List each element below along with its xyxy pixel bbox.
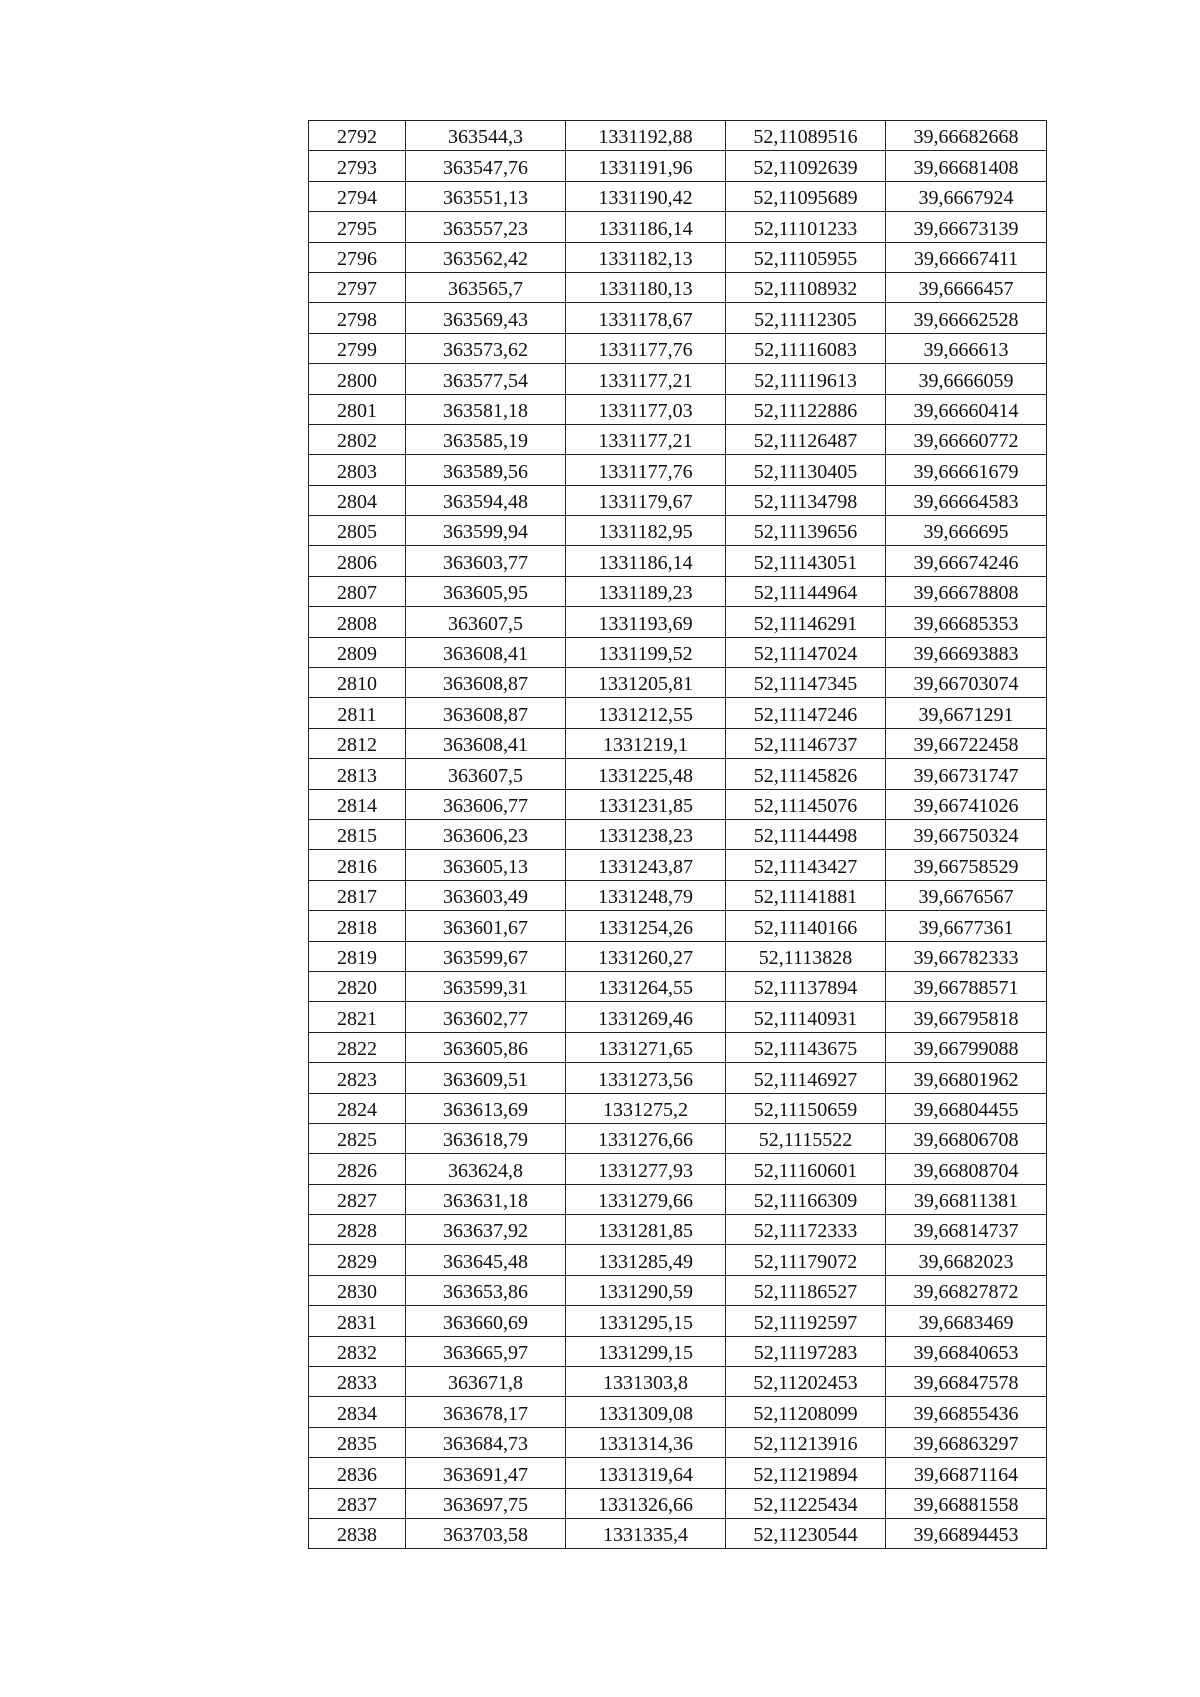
point-number-cell: 2825 bbox=[309, 1123, 406, 1153]
latitude-cell: 52,11145826 bbox=[726, 759, 886, 789]
latitude-cell: 52,1113828 bbox=[726, 941, 886, 971]
table-row bbox=[309, 121, 1047, 151]
table-row bbox=[309, 668, 1047, 698]
table-row bbox=[309, 364, 1047, 394]
y-coordinate-cell: 1331275,2 bbox=[566, 1093, 726, 1123]
longitude-cell: 39,66731747 bbox=[886, 759, 1047, 789]
x-coordinate-cell: 363607,5 bbox=[406, 759, 566, 789]
y-coordinate-cell: 1331182,95 bbox=[566, 516, 726, 546]
x-coordinate-cell: 363569,43 bbox=[406, 303, 566, 333]
longitude-cell: 39,66871164 bbox=[886, 1458, 1047, 1488]
y-coordinate-cell: 1331290,59 bbox=[566, 1275, 726, 1305]
table-row bbox=[309, 1245, 1047, 1275]
point-number-cell: 2811 bbox=[309, 698, 406, 728]
latitude-cell: 52,11137894 bbox=[726, 971, 886, 1001]
x-coordinate-cell: 363660,69 bbox=[406, 1306, 566, 1336]
x-coordinate-cell: 363608,41 bbox=[406, 637, 566, 667]
table-row bbox=[309, 759, 1047, 789]
longitude-cell: 39,66847578 bbox=[886, 1367, 1047, 1397]
longitude-cell: 39,66840653 bbox=[886, 1336, 1047, 1366]
x-coordinate-cell: 363562,42 bbox=[406, 242, 566, 272]
latitude-cell: 52,11147345 bbox=[726, 668, 886, 698]
latitude-cell: 52,11108932 bbox=[726, 272, 886, 302]
longitude-cell: 39,66664583 bbox=[886, 485, 1047, 515]
point-number-cell: 2793 bbox=[309, 151, 406, 181]
latitude-cell: 52,11150659 bbox=[726, 1093, 886, 1123]
longitude-cell: 39,66855436 bbox=[886, 1397, 1047, 1427]
x-coordinate-cell: 363603,49 bbox=[406, 880, 566, 910]
latitude-cell: 52,11130405 bbox=[726, 455, 886, 485]
x-coordinate-cell: 363665,97 bbox=[406, 1336, 566, 1366]
table-row bbox=[309, 1184, 1047, 1214]
latitude-cell: 52,11146291 bbox=[726, 607, 886, 637]
latitude-cell: 52,11197283 bbox=[726, 1336, 886, 1366]
point-number-cell: 2813 bbox=[309, 759, 406, 789]
point-number-cell: 2826 bbox=[309, 1154, 406, 1184]
table-row bbox=[309, 212, 1047, 242]
latitude-cell: 52,11147246 bbox=[726, 698, 886, 728]
point-number-cell: 2828 bbox=[309, 1215, 406, 1245]
longitude-cell: 39,66678808 bbox=[886, 576, 1047, 606]
x-coordinate-cell: 363618,79 bbox=[406, 1123, 566, 1153]
latitude-cell: 52,11105955 bbox=[726, 242, 886, 272]
longitude-cell: 39,6666457 bbox=[886, 272, 1047, 302]
latitude-cell: 52,11101233 bbox=[726, 212, 886, 242]
longitude-cell: 39,6666059 bbox=[886, 364, 1047, 394]
longitude-cell: 39,66811381 bbox=[886, 1184, 1047, 1214]
latitude-cell: 52,11146737 bbox=[726, 728, 886, 758]
longitude-cell: 39,66661679 bbox=[886, 455, 1047, 485]
y-coordinate-cell: 1331299,15 bbox=[566, 1336, 726, 1366]
y-coordinate-cell: 1331205,81 bbox=[566, 668, 726, 698]
point-number-cell: 2833 bbox=[309, 1367, 406, 1397]
x-coordinate-cell: 363603,77 bbox=[406, 546, 566, 576]
table-row bbox=[309, 850, 1047, 880]
point-number-cell: 2835 bbox=[309, 1427, 406, 1457]
x-coordinate-cell: 363602,77 bbox=[406, 1002, 566, 1032]
longitude-cell: 39,6671291 bbox=[886, 698, 1047, 728]
x-coordinate-cell: 363606,23 bbox=[406, 819, 566, 849]
latitude-cell: 52,11213916 bbox=[726, 1427, 886, 1457]
longitude-cell: 39,66741026 bbox=[886, 789, 1047, 819]
x-coordinate-cell: 363645,48 bbox=[406, 1245, 566, 1275]
table-row bbox=[309, 333, 1047, 363]
y-coordinate-cell: 1331309,08 bbox=[566, 1397, 726, 1427]
point-number-cell: 2799 bbox=[309, 333, 406, 363]
point-number-cell: 2803 bbox=[309, 455, 406, 485]
x-coordinate-cell: 363577,54 bbox=[406, 364, 566, 394]
table-row bbox=[309, 485, 1047, 515]
latitude-cell: 52,11141881 bbox=[726, 880, 886, 910]
point-number-cell: 2837 bbox=[309, 1488, 406, 1518]
table-row bbox=[309, 1458, 1047, 1488]
x-coordinate-cell: 363691,47 bbox=[406, 1458, 566, 1488]
longitude-cell: 39,66863297 bbox=[886, 1427, 1047, 1457]
longitude-cell: 39,66660772 bbox=[886, 424, 1047, 454]
x-coordinate-cell: 363565,7 bbox=[406, 272, 566, 302]
y-coordinate-cell: 1331193,69 bbox=[566, 607, 726, 637]
point-number-cell: 2794 bbox=[309, 181, 406, 211]
table-row bbox=[309, 1032, 1047, 1062]
point-number-cell: 2823 bbox=[309, 1063, 406, 1093]
x-coordinate-cell: 363589,56 bbox=[406, 455, 566, 485]
point-number-cell: 2831 bbox=[309, 1306, 406, 1336]
x-coordinate-cell: 363581,18 bbox=[406, 394, 566, 424]
coordinates-table-body bbox=[309, 121, 1047, 1549]
latitude-cell: 52,11230544 bbox=[726, 1518, 886, 1548]
longitude-cell: 39,666695 bbox=[886, 516, 1047, 546]
latitude-cell: 52,11192597 bbox=[726, 1306, 886, 1336]
x-coordinate-cell: 363703,58 bbox=[406, 1518, 566, 1548]
y-coordinate-cell: 1331186,14 bbox=[566, 212, 726, 242]
point-number-cell: 2805 bbox=[309, 516, 406, 546]
latitude-cell: 52,11179072 bbox=[726, 1245, 886, 1275]
longitude-cell: 39,66808704 bbox=[886, 1154, 1047, 1184]
longitude-cell: 39,66681408 bbox=[886, 151, 1047, 181]
longitude-cell: 39,66660414 bbox=[886, 394, 1047, 424]
longitude-cell: 39,66673139 bbox=[886, 212, 1047, 242]
table-row bbox=[309, 698, 1047, 728]
x-coordinate-cell: 363637,92 bbox=[406, 1215, 566, 1245]
latitude-cell: 52,11208099 bbox=[726, 1397, 886, 1427]
point-number-cell: 2810 bbox=[309, 668, 406, 698]
y-coordinate-cell: 1331319,64 bbox=[566, 1458, 726, 1488]
point-number-cell: 2817 bbox=[309, 880, 406, 910]
longitude-cell: 39,6667924 bbox=[886, 181, 1047, 211]
point-number-cell: 2808 bbox=[309, 607, 406, 637]
point-number-cell: 2812 bbox=[309, 728, 406, 758]
point-number-cell: 2822 bbox=[309, 1032, 406, 1062]
table-row bbox=[309, 1063, 1047, 1093]
y-coordinate-cell: 1331295,15 bbox=[566, 1306, 726, 1336]
y-coordinate-cell: 1331177,21 bbox=[566, 424, 726, 454]
latitude-cell: 52,11139656 bbox=[726, 516, 886, 546]
x-coordinate-cell: 363653,86 bbox=[406, 1275, 566, 1305]
longitude-cell: 39,66804455 bbox=[886, 1093, 1047, 1123]
point-number-cell: 2796 bbox=[309, 242, 406, 272]
x-coordinate-cell: 363671,8 bbox=[406, 1367, 566, 1397]
longitude-cell: 39,66685353 bbox=[886, 607, 1047, 637]
point-number-cell: 2827 bbox=[309, 1184, 406, 1214]
table-row bbox=[309, 455, 1047, 485]
longitude-cell: 39,666613 bbox=[886, 333, 1047, 363]
y-coordinate-cell: 1331335,4 bbox=[566, 1518, 726, 1548]
point-number-cell: 2802 bbox=[309, 424, 406, 454]
point-number-cell: 2806 bbox=[309, 546, 406, 576]
point-number-cell: 2809 bbox=[309, 637, 406, 667]
longitude-cell: 39,66674246 bbox=[886, 546, 1047, 576]
point-number-cell: 2836 bbox=[309, 1458, 406, 1488]
latitude-cell: 52,11126487 bbox=[726, 424, 886, 454]
longitude-cell: 39,66667411 bbox=[886, 242, 1047, 272]
longitude-cell: 39,66693883 bbox=[886, 637, 1047, 667]
latitude-cell: 52,11186527 bbox=[726, 1275, 886, 1305]
latitude-cell: 52,11160601 bbox=[726, 1154, 886, 1184]
longitude-cell: 39,6677361 bbox=[886, 911, 1047, 941]
table-row bbox=[309, 789, 1047, 819]
latitude-cell: 52,11145076 bbox=[726, 789, 886, 819]
y-coordinate-cell: 1331248,79 bbox=[566, 880, 726, 910]
latitude-cell: 52,11143427 bbox=[726, 850, 886, 880]
longitude-cell: 39,66881558 bbox=[886, 1488, 1047, 1518]
x-coordinate-cell: 363605,95 bbox=[406, 576, 566, 606]
y-coordinate-cell: 1331238,23 bbox=[566, 819, 726, 849]
longitude-cell: 39,66782333 bbox=[886, 941, 1047, 971]
longitude-cell: 39,6682023 bbox=[886, 1245, 1047, 1275]
point-number-cell: 2830 bbox=[309, 1275, 406, 1305]
y-coordinate-cell: 1331199,52 bbox=[566, 637, 726, 667]
y-coordinate-cell: 1331314,36 bbox=[566, 1427, 726, 1457]
y-coordinate-cell: 1331264,55 bbox=[566, 971, 726, 1001]
latitude-cell: 52,11147024 bbox=[726, 637, 886, 667]
y-coordinate-cell: 1331190,42 bbox=[566, 181, 726, 211]
latitude-cell: 52,11202453 bbox=[726, 1367, 886, 1397]
x-coordinate-cell: 363606,77 bbox=[406, 789, 566, 819]
y-coordinate-cell: 1331189,23 bbox=[566, 576, 726, 606]
y-coordinate-cell: 1331231,85 bbox=[566, 789, 726, 819]
x-coordinate-cell: 363608,41 bbox=[406, 728, 566, 758]
table-row bbox=[309, 576, 1047, 606]
point-number-cell: 2834 bbox=[309, 1397, 406, 1427]
x-coordinate-cell: 363624,8 bbox=[406, 1154, 566, 1184]
table-row bbox=[309, 1397, 1047, 1427]
y-coordinate-cell: 1331243,87 bbox=[566, 850, 726, 880]
longitude-cell: 39,66801962 bbox=[886, 1063, 1047, 1093]
longitude-cell: 39,6676567 bbox=[886, 880, 1047, 910]
latitude-cell: 52,11144498 bbox=[726, 819, 886, 849]
y-coordinate-cell: 1331179,67 bbox=[566, 485, 726, 515]
x-coordinate-cell: 363573,62 bbox=[406, 333, 566, 363]
table-row bbox=[309, 516, 1047, 546]
latitude-cell: 52,11172333 bbox=[726, 1215, 886, 1245]
x-coordinate-cell: 363557,23 bbox=[406, 212, 566, 242]
longitude-cell: 39,66827872 bbox=[886, 1275, 1047, 1305]
x-coordinate-cell: 363605,13 bbox=[406, 850, 566, 880]
longitude-cell: 39,66662528 bbox=[886, 303, 1047, 333]
y-coordinate-cell: 1331273,56 bbox=[566, 1063, 726, 1093]
y-coordinate-cell: 1331212,55 bbox=[566, 698, 726, 728]
latitude-cell: 52,11122886 bbox=[726, 394, 886, 424]
x-coordinate-cell: 363605,86 bbox=[406, 1032, 566, 1062]
latitude-cell: 52,11112305 bbox=[726, 303, 886, 333]
point-number-cell: 2795 bbox=[309, 212, 406, 242]
point-number-cell: 2797 bbox=[309, 272, 406, 302]
latitude-cell: 52,11089516 bbox=[726, 121, 886, 151]
point-number-cell: 2816 bbox=[309, 850, 406, 880]
table-row bbox=[309, 151, 1047, 181]
x-coordinate-cell: 363631,18 bbox=[406, 1184, 566, 1214]
point-number-cell: 2824 bbox=[309, 1093, 406, 1123]
longitude-cell: 39,66795818 bbox=[886, 1002, 1047, 1032]
latitude-cell: 52,11146927 bbox=[726, 1063, 886, 1093]
x-coordinate-cell: 363599,67 bbox=[406, 941, 566, 971]
x-coordinate-cell: 363609,51 bbox=[406, 1063, 566, 1093]
point-number-cell: 2807 bbox=[309, 576, 406, 606]
y-coordinate-cell: 1331182,13 bbox=[566, 242, 726, 272]
y-coordinate-cell: 1331191,96 bbox=[566, 151, 726, 181]
latitude-cell: 52,1115522 bbox=[726, 1123, 886, 1153]
table-row bbox=[309, 1336, 1047, 1366]
y-coordinate-cell: 1331225,48 bbox=[566, 759, 726, 789]
longitude-cell: 39,66814737 bbox=[886, 1215, 1047, 1245]
table-row bbox=[309, 181, 1047, 211]
table-row bbox=[309, 1002, 1047, 1032]
coordinates-table bbox=[308, 120, 1047, 1549]
y-coordinate-cell: 1331303,8 bbox=[566, 1367, 726, 1397]
longitude-cell: 39,6683469 bbox=[886, 1306, 1047, 1336]
longitude-cell: 39,66788571 bbox=[886, 971, 1047, 1001]
y-coordinate-cell: 1331276,66 bbox=[566, 1123, 726, 1153]
x-coordinate-cell: 363544,3 bbox=[406, 121, 566, 151]
table-row bbox=[309, 1367, 1047, 1397]
y-coordinate-cell: 1331177,76 bbox=[566, 333, 726, 363]
y-coordinate-cell: 1331281,85 bbox=[566, 1215, 726, 1245]
latitude-cell: 52,11116083 bbox=[726, 333, 886, 363]
table-row bbox=[309, 911, 1047, 941]
point-number-cell: 2814 bbox=[309, 789, 406, 819]
x-coordinate-cell: 363547,76 bbox=[406, 151, 566, 181]
longitude-cell: 39,66703074 bbox=[886, 668, 1047, 698]
x-coordinate-cell: 363601,67 bbox=[406, 911, 566, 941]
y-coordinate-cell: 1331219,1 bbox=[566, 728, 726, 758]
table-row bbox=[309, 1154, 1047, 1184]
latitude-cell: 52,11225434 bbox=[726, 1488, 886, 1518]
table-row bbox=[309, 941, 1047, 971]
table-row bbox=[309, 424, 1047, 454]
longitude-cell: 39,66806708 bbox=[886, 1123, 1047, 1153]
point-number-cell: 2820 bbox=[309, 971, 406, 1001]
latitude-cell: 52,11119613 bbox=[726, 364, 886, 394]
latitude-cell: 52,11095689 bbox=[726, 181, 886, 211]
x-coordinate-cell: 363551,13 bbox=[406, 181, 566, 211]
point-number-cell: 2829 bbox=[309, 1245, 406, 1275]
x-coordinate-cell: 363613,69 bbox=[406, 1093, 566, 1123]
point-number-cell: 2832 bbox=[309, 1336, 406, 1366]
table-row bbox=[309, 1518, 1047, 1548]
latitude-cell: 52,11144964 bbox=[726, 576, 886, 606]
y-coordinate-cell: 1331178,67 bbox=[566, 303, 726, 333]
point-number-cell: 2804 bbox=[309, 485, 406, 515]
table-row bbox=[309, 1093, 1047, 1123]
table-row bbox=[309, 1427, 1047, 1457]
x-coordinate-cell: 363599,31 bbox=[406, 971, 566, 1001]
y-coordinate-cell: 1331177,76 bbox=[566, 455, 726, 485]
x-coordinate-cell: 363607,5 bbox=[406, 607, 566, 637]
latitude-cell: 52,11219894 bbox=[726, 1458, 886, 1488]
y-coordinate-cell: 1331285,49 bbox=[566, 1245, 726, 1275]
latitude-cell: 52,11140166 bbox=[726, 911, 886, 941]
x-coordinate-cell: 363585,19 bbox=[406, 424, 566, 454]
longitude-cell: 39,66894453 bbox=[886, 1518, 1047, 1548]
table-row bbox=[309, 728, 1047, 758]
y-coordinate-cell: 1331177,03 bbox=[566, 394, 726, 424]
point-number-cell: 2798 bbox=[309, 303, 406, 333]
point-number-cell: 2815 bbox=[309, 819, 406, 849]
table-row bbox=[309, 971, 1047, 1001]
x-coordinate-cell: 363697,75 bbox=[406, 1488, 566, 1518]
latitude-cell: 52,11134798 bbox=[726, 485, 886, 515]
x-coordinate-cell: 363594,48 bbox=[406, 485, 566, 515]
table-row bbox=[309, 1488, 1047, 1518]
table-row bbox=[309, 880, 1047, 910]
y-coordinate-cell: 1331271,65 bbox=[566, 1032, 726, 1062]
table-row bbox=[309, 819, 1047, 849]
longitude-cell: 39,66758529 bbox=[886, 850, 1047, 880]
x-coordinate-cell: 363599,94 bbox=[406, 516, 566, 546]
table-row bbox=[309, 303, 1047, 333]
point-number-cell: 2821 bbox=[309, 1002, 406, 1032]
latitude-cell: 52,11140931 bbox=[726, 1002, 886, 1032]
latitude-cell: 52,11166309 bbox=[726, 1184, 886, 1214]
y-coordinate-cell: 1331260,27 bbox=[566, 941, 726, 971]
x-coordinate-cell: 363678,17 bbox=[406, 1397, 566, 1427]
table-row bbox=[309, 1306, 1047, 1336]
x-coordinate-cell: 363684,73 bbox=[406, 1427, 566, 1457]
latitude-cell: 52,11143675 bbox=[726, 1032, 886, 1062]
table-row bbox=[309, 272, 1047, 302]
y-coordinate-cell: 1331180,13 bbox=[566, 272, 726, 302]
point-number-cell: 2800 bbox=[309, 364, 406, 394]
longitude-cell: 39,66682668 bbox=[886, 121, 1047, 151]
point-number-cell: 2792 bbox=[309, 121, 406, 151]
table-row bbox=[309, 1215, 1047, 1245]
x-coordinate-cell: 363608,87 bbox=[406, 668, 566, 698]
y-coordinate-cell: 1331277,93 bbox=[566, 1154, 726, 1184]
table-row bbox=[309, 394, 1047, 424]
point-number-cell: 2818 bbox=[309, 911, 406, 941]
latitude-cell: 52,11143051 bbox=[726, 546, 886, 576]
y-coordinate-cell: 1331186,14 bbox=[566, 546, 726, 576]
y-coordinate-cell: 1331279,66 bbox=[566, 1184, 726, 1214]
point-number-cell: 2819 bbox=[309, 941, 406, 971]
x-coordinate-cell: 363608,87 bbox=[406, 698, 566, 728]
point-number-cell: 2801 bbox=[309, 394, 406, 424]
y-coordinate-cell: 1331269,46 bbox=[566, 1002, 726, 1032]
longitude-cell: 39,66750324 bbox=[886, 819, 1047, 849]
table-row bbox=[309, 607, 1047, 637]
y-coordinate-cell: 1331254,26 bbox=[566, 911, 726, 941]
longitude-cell: 39,66722458 bbox=[886, 728, 1047, 758]
table-row bbox=[309, 637, 1047, 667]
longitude-cell: 39,66799088 bbox=[886, 1032, 1047, 1062]
table-row bbox=[309, 242, 1047, 272]
y-coordinate-cell: 1331192,88 bbox=[566, 121, 726, 151]
table-row bbox=[309, 546, 1047, 576]
point-number-cell: 2838 bbox=[309, 1518, 406, 1548]
table-row bbox=[309, 1275, 1047, 1305]
latitude-cell: 52,11092639 bbox=[726, 151, 886, 181]
table-row bbox=[309, 1123, 1047, 1153]
y-coordinate-cell: 1331177,21 bbox=[566, 364, 726, 394]
y-coordinate-cell: 1331326,66 bbox=[566, 1488, 726, 1518]
